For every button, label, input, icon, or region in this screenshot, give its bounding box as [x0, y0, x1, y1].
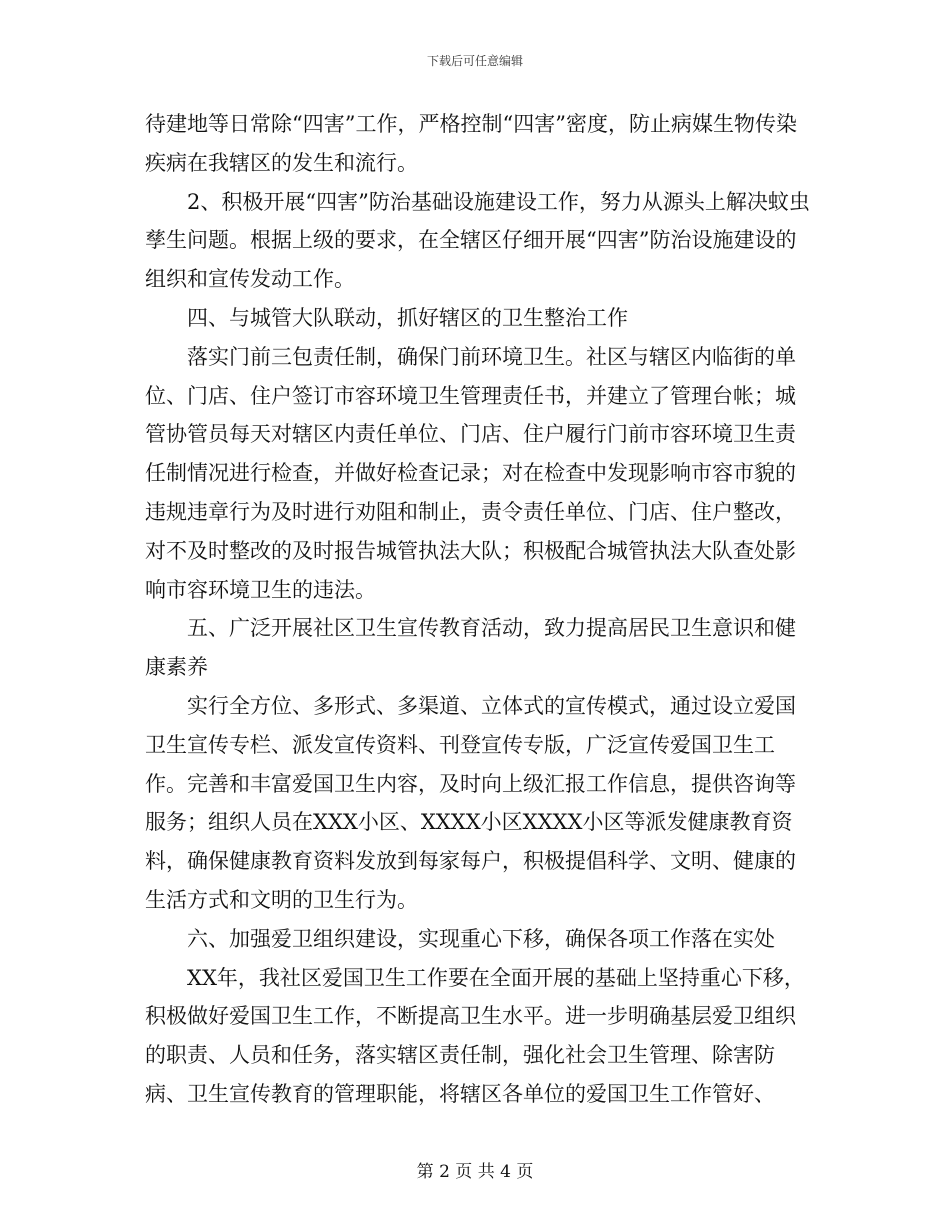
section-heading-5: 五、广泛开展社区卫生宣传教育活动，致力提高居民卫生意识和健康素养 [145, 616, 796, 680]
section-heading-6: 六、加强爱卫组织建设，实现重心下移，确保各项工作落在实处 [187, 926, 775, 951]
page-header-note: 下载后可任意编辑 [426, 54, 523, 68]
paragraph-2: 2、积极开展“四害”防治基础设施建设工作，努力从源头上解决蚊虫孳生问题。根据上级的要求，在全辖区仔细开展“四害”防治设施建设的组织和宣传发动工作。 [145, 189, 810, 292]
paragraph-1: 待建地等日常除“四害”工作，严格控制“四害”密度，防止病媒生物传染疾病在我辖区的发生和流行。 [145, 112, 797, 175]
section-heading-4: 四、与城管大队联动，抓好辖区的卫生整治工作 [187, 305, 628, 330]
page-number: 第 2 页 共 4 页 [416, 1162, 534, 1182]
paragraph-4: 实行全方位、多形式、多渠道、立体式的宣传模式，通过设立爱国卫生宣传专栏、派发宣传资料、刊登宣传专版，广泛宣传爱国卫生工作。完善和丰富爱国卫生内容，及时向上级汇报工作信息，提供咨询等服务；组织人员在XXX小区、XXXX小区XXXX小区等派发健康教育资料，确保健康教育资料发放到每家每户，积极提倡科学、文明、健康的生活方式和文明的卫生行为。 [145, 693, 796, 912]
paragraph-3: 落实门前三包责任制，确保门前环境卫生。社区与辖区内临街的单位、门店、住户签订市容环境卫生管理责任书，并建立了管理台帐；城管协管员每天对辖区内责任单位、门店、住户履行门前市容环境卫生责任制情况进行检查，并做好检查记录；对在检查中发现影响市容市貌的违规违章行为及时进行劝阻和制止，责令责任单位、门店、住户整改，对不及时整改的及时报告城管执法大队；积极配合城管执法大队查处影响市容环境卫生的违法。 [145, 344, 796, 602]
paragraph-5: XX年，我社区爱国卫生工作要在全面开展的基础上坚持重心下移，积极做好爱国卫生工作，不断提高卫生水平。进一步明确基层爱卫组织的职责、人员和任务，落实辖区责任制，强化社会卫生管理、除害防病、卫生宣传教育的管理职能，将辖区各单位的爱国卫生工作管好、 [145, 965, 805, 1106]
document-body [145, 105, 815, 1114]
